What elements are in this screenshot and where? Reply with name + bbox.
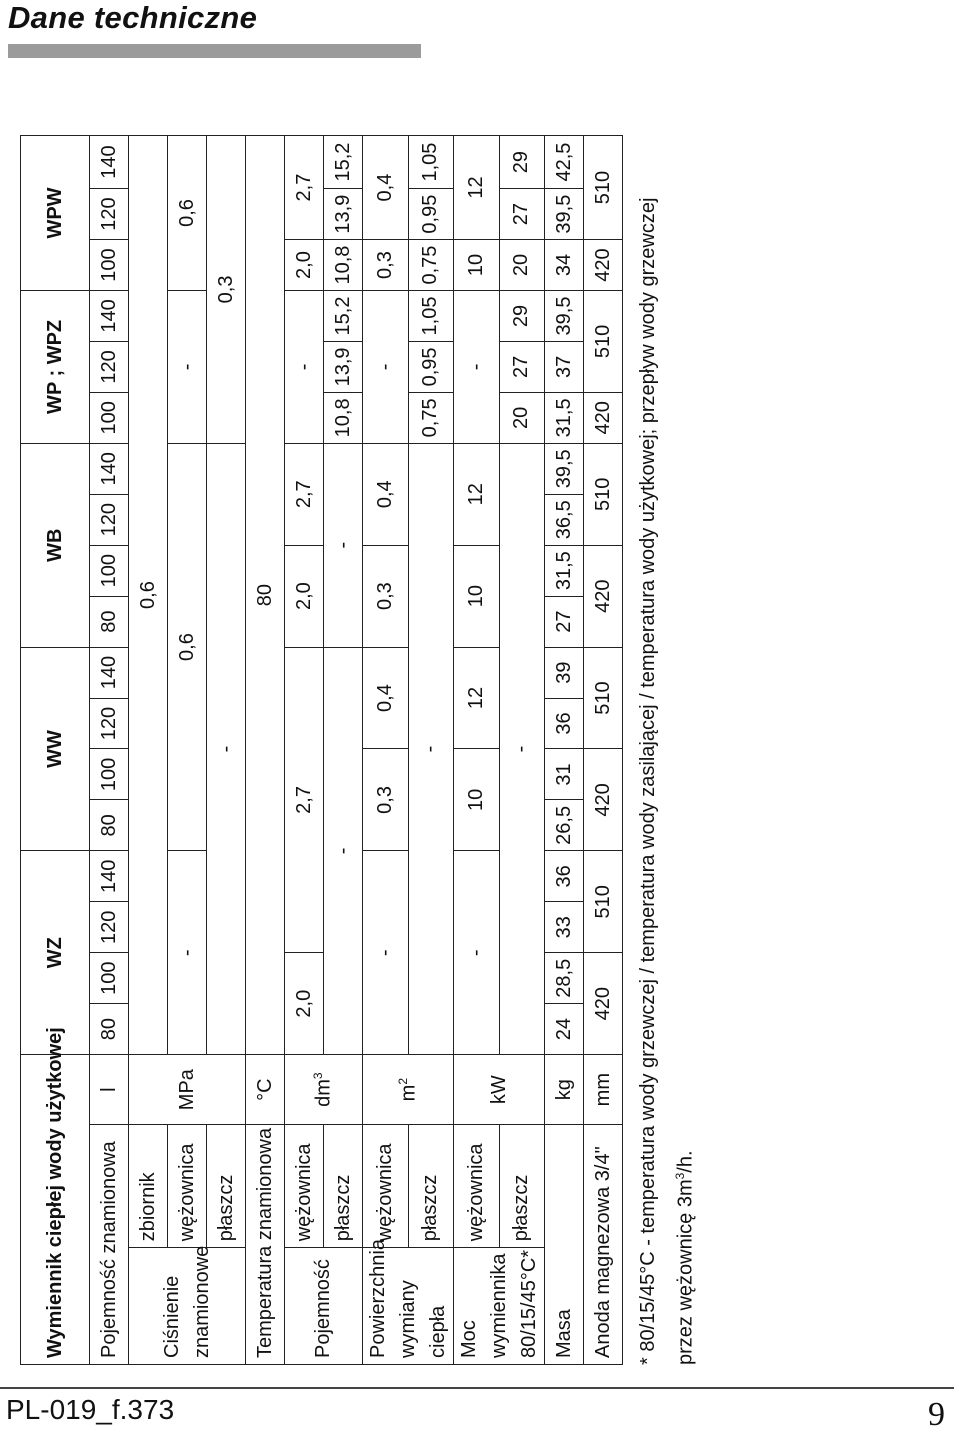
table-cell: 0,95 bbox=[408, 189, 454, 240]
table-cell: 27 bbox=[499, 189, 545, 240]
table-cell: 39,5 bbox=[545, 291, 584, 342]
table-cell: 100 bbox=[90, 392, 129, 443]
power-jacket-row bbox=[499, 136, 545, 1365]
title-bar bbox=[8, 44, 421, 58]
power-unit: kW bbox=[454, 1055, 545, 1125]
table-cell: 20 bbox=[499, 240, 545, 291]
temperature-row bbox=[246, 136, 285, 1365]
table-cell: 80 bbox=[90, 800, 129, 851]
table-cell: 20 bbox=[499, 392, 545, 443]
surface-jacket-label: płaszcz bbox=[408, 1125, 454, 1248]
table-cell: 2,7 bbox=[285, 136, 324, 240]
table-cell: 13,9 bbox=[324, 189, 363, 240]
table-cell: 42,5 bbox=[545, 136, 584, 189]
table-cell: 0,3 bbox=[363, 240, 409, 291]
volume-coil-row bbox=[285, 136, 324, 1365]
surface-label: Powierzchnia wymiany ciepła bbox=[363, 1248, 454, 1365]
surface-coil-label: wężownica bbox=[363, 1125, 409, 1248]
table-cell: 100 bbox=[90, 240, 129, 291]
surface-coil-row bbox=[363, 136, 409, 1365]
table-cell: 0,75 bbox=[408, 240, 454, 291]
table-cell: - bbox=[454, 291, 500, 444]
page-number: 9 bbox=[928, 1396, 945, 1433]
pressure-jacket-label: płaszcz bbox=[207, 1125, 246, 1248]
table-cell: 140 bbox=[90, 851, 129, 902]
table-cell: 420 bbox=[584, 749, 623, 851]
table-cell: 13,9 bbox=[324, 341, 363, 392]
table-cell: 15,2 bbox=[324, 136, 363, 189]
table-cell: 0,95 bbox=[408, 341, 454, 392]
table-cell: 510 bbox=[584, 851, 623, 953]
table-cell: 29 bbox=[499, 136, 545, 189]
table-cell: 27 bbox=[499, 341, 545, 392]
pressure-coil-ww-wb: 0,6 bbox=[168, 443, 207, 851]
surface-unit: $m^2$ bbox=[363, 1055, 454, 1125]
header-wp: WP ; WPZ bbox=[21, 291, 90, 444]
rotated-spec-table-container bbox=[20, 135, 697, 1365]
volume-jacket-label: płaszcz bbox=[324, 1125, 363, 1248]
table-cell: 34 bbox=[545, 240, 584, 291]
table-cell: 420 bbox=[584, 392, 623, 443]
document-code: PL-019_f.373 bbox=[6, 1394, 175, 1425]
anode-label: Anoda magnezowa 3/4" bbox=[584, 1125, 623, 1365]
temperature-unit: °C bbox=[246, 1055, 285, 1125]
volume-jacket-row bbox=[324, 136, 363, 1365]
table-cell: 36,5 bbox=[545, 494, 584, 545]
table-cell: 0,3 bbox=[363, 545, 409, 647]
mass-row bbox=[545, 136, 584, 1365]
volume-coil-label: wężownica bbox=[285, 1125, 324, 1248]
table-cell: 140 bbox=[90, 443, 129, 494]
table-cell: 80 bbox=[90, 1004, 129, 1055]
table-cell: 24 bbox=[545, 1004, 584, 1055]
pressure-unit: MPa bbox=[129, 1055, 246, 1125]
table-cell: 1,05 bbox=[408, 136, 454, 189]
table-cell: 10 bbox=[454, 749, 500, 851]
table-cell: 100 bbox=[90, 749, 129, 800]
table-cell: 120 bbox=[90, 189, 129, 240]
table-cell: 12 bbox=[454, 136, 500, 240]
power-jacket-label: płaszcz bbox=[499, 1125, 545, 1248]
pressure-coil-wz: - bbox=[168, 851, 207, 1055]
power-coil-label: wężownica bbox=[454, 1125, 500, 1248]
table-cell: 39,5 bbox=[545, 443, 584, 494]
pressure-tank-value: 0,6 bbox=[129, 136, 168, 1055]
mass-label: Masa bbox=[545, 1125, 584, 1365]
header-wpw: WPW bbox=[21, 136, 90, 291]
table-cell: 31,5 bbox=[545, 545, 584, 596]
table-cell: 140 bbox=[90, 291, 129, 342]
pressure-coil-label: wężownica bbox=[168, 1125, 207, 1248]
pressure-coil-row bbox=[168, 136, 207, 1365]
pressure-coil-wp: - bbox=[168, 291, 207, 444]
footnote-line1: * 80/15/45°C - temperatura wody grzewczej / temperatura wody zasilającej / temperatura wody użytkowej; przepływ wody grzewczej bbox=[637, 197, 659, 1365]
spec-table bbox=[20, 135, 623, 1365]
footer-divider bbox=[0, 1387, 954, 1389]
footnote-line2: przez wężownicę $3m^3/h$. bbox=[673, 1150, 697, 1365]
table-cell: 36 bbox=[545, 698, 584, 749]
table-cell: 10 bbox=[454, 545, 500, 647]
table-cell: 31 bbox=[545, 749, 584, 800]
table-cell: 27 bbox=[545, 596, 584, 647]
pressure-jacket-row bbox=[207, 136, 246, 1365]
header-row bbox=[21, 136, 90, 1365]
table-cell: 15,2 bbox=[324, 291, 363, 342]
table-cell: 510 bbox=[584, 443, 623, 545]
table-cell: 37 bbox=[545, 341, 584, 392]
table-cell: 36 bbox=[545, 851, 584, 902]
table-cell: 120 bbox=[90, 698, 129, 749]
pressure-jacket-wp-wpw: 0,3 bbox=[207, 136, 246, 444]
table-cell: 420 bbox=[584, 545, 623, 647]
table-cell: 10,8 bbox=[324, 392, 363, 443]
anode-row bbox=[584, 136, 623, 1365]
table-cell: 120 bbox=[90, 902, 129, 953]
table-cell: 510 bbox=[584, 136, 623, 240]
capacity-row bbox=[90, 136, 129, 1365]
table-cell: 2,0 bbox=[285, 545, 324, 647]
table-cell: 31,5 bbox=[545, 392, 584, 443]
table-cell: 33 bbox=[545, 902, 584, 953]
table-cell: 28,5 bbox=[545, 953, 584, 1004]
table-cell: 10,8 bbox=[324, 240, 363, 291]
table-cell: 120 bbox=[90, 494, 129, 545]
pressure-coil-wpw: 0,6 bbox=[168, 136, 207, 291]
table-cell: 510 bbox=[584, 291, 623, 393]
surface-jacket-row bbox=[408, 136, 454, 1365]
table-cell: 0,4 bbox=[363, 136, 409, 240]
table-cell: 26,5 bbox=[545, 800, 584, 851]
table-cell: 140 bbox=[90, 647, 129, 698]
temperature-label: Temperatura znamionowa bbox=[246, 1125, 285, 1365]
table-cell: 2,0 bbox=[285, 953, 324, 1055]
table-cell: - bbox=[324, 647, 363, 1055]
mass-unit: kg bbox=[545, 1055, 584, 1125]
table-cell: 100 bbox=[90, 953, 129, 1004]
table-cell: - bbox=[324, 443, 363, 647]
table-cell: - bbox=[454, 851, 500, 1055]
table-cell: 420 bbox=[584, 240, 623, 291]
table-cell: - bbox=[499, 443, 545, 1054]
table-cell: 2,0 bbox=[285, 240, 324, 291]
pressure-tank-label: zbiornik bbox=[129, 1125, 168, 1248]
table-cell: 39,5 bbox=[545, 189, 584, 240]
table-cell: 80 bbox=[90, 596, 129, 647]
table-cell: - bbox=[363, 851, 409, 1055]
header-wz: WZ bbox=[21, 851, 90, 1055]
table-cell: 10 bbox=[454, 240, 500, 291]
header-label: Wymiennik ciepłej wody użytkowej bbox=[21, 1055, 90, 1365]
table-cell: 510 bbox=[584, 647, 623, 749]
table-cell: 1,05 bbox=[408, 291, 454, 342]
page-title: Dane techniczne bbox=[8, 0, 258, 35]
table-cell: - bbox=[408, 443, 454, 1054]
table-cell: 39 bbox=[545, 647, 584, 698]
table-cell: 0,75 bbox=[408, 392, 454, 443]
anode-unit: mm bbox=[584, 1055, 623, 1125]
pressure-label: Ciśnienie znamionowe bbox=[129, 1248, 246, 1365]
table-cell: 12 bbox=[454, 443, 500, 545]
header-ww: WW bbox=[21, 647, 90, 851]
table-cell: 140 bbox=[90, 136, 129, 189]
table-cell: 29 bbox=[499, 291, 545, 342]
pressure-jacket-wz-ww: - bbox=[207, 443, 246, 1054]
table-cell: - bbox=[285, 291, 324, 444]
table-cell: 0,3 bbox=[363, 749, 409, 851]
table-cell: 100 bbox=[90, 545, 129, 596]
table-cell: 2,7 bbox=[285, 443, 324, 545]
table-cell: 120 bbox=[90, 341, 129, 392]
footnote bbox=[632, 135, 702, 1365]
table-cell: 2,7 bbox=[285, 647, 324, 953]
table-cell: - bbox=[363, 291, 409, 444]
capacity-label: Pojemność znamionowa bbox=[90, 1125, 129, 1365]
temperature-value: 80 bbox=[246, 136, 285, 1055]
table-cell: 0,4 bbox=[363, 443, 409, 545]
power-label: Moc wymiennika 80/15/45°C* bbox=[454, 1248, 545, 1365]
pressure-tank-row bbox=[129, 136, 168, 1365]
table-cell: 420 bbox=[584, 953, 623, 1055]
power-coil-row bbox=[454, 136, 500, 1365]
table-cell: 0,4 bbox=[363, 647, 409, 749]
volume-unit: $dm^3$ bbox=[285, 1055, 363, 1125]
capacity-unit: l bbox=[90, 1055, 129, 1125]
header-wb: WB bbox=[21, 443, 90, 647]
volume-label: Pojemność bbox=[285, 1248, 363, 1365]
table-cell: 12 bbox=[454, 647, 500, 749]
